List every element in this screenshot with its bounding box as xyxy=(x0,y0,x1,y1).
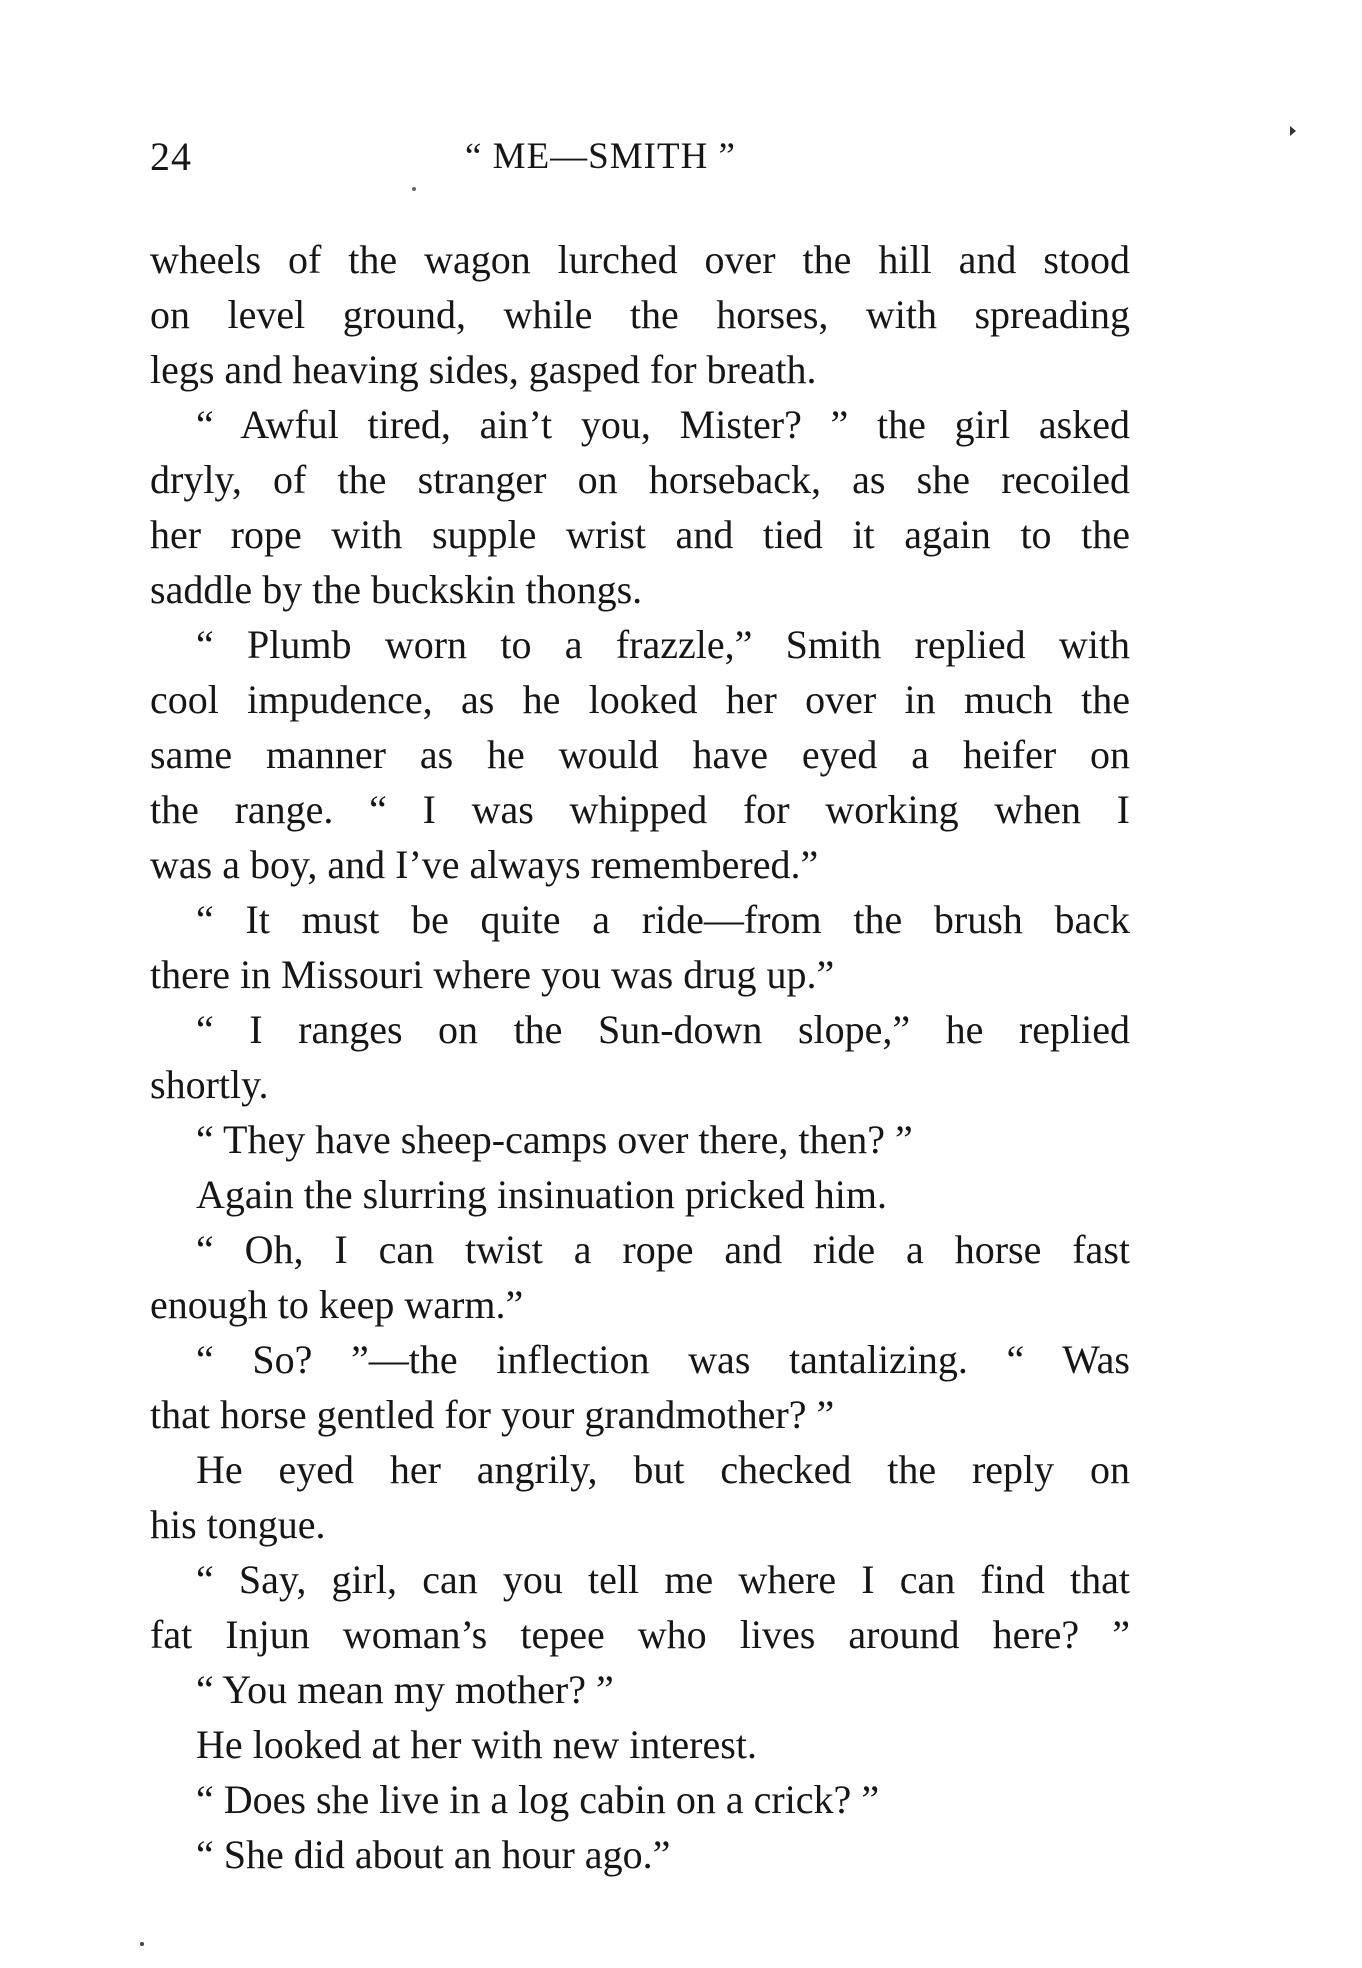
text-line: “ You mean my mother? ” xyxy=(196,1667,614,1712)
text-line: Again the slurring insinuation pricked him. xyxy=(196,1172,887,1217)
page-number: 24 xyxy=(150,134,192,179)
text-line: her rope with supple wrist and tied it again to the xyxy=(150,512,1130,557)
text-line: “ She did about an hour ago.” xyxy=(196,1832,671,1877)
text-line: same manner as he would have eyed a heifer on xyxy=(150,732,1130,777)
text-line: his tongue. xyxy=(150,1502,326,1547)
text-line: saddle by the buckskin thongs. xyxy=(150,567,643,612)
ink-speck xyxy=(412,187,416,191)
text-line: that horse gentled for your grandmother? ” xyxy=(150,1392,835,1437)
text-line: dryly, of the stranger on horseback, as she recoiled xyxy=(150,457,1130,502)
page-header xyxy=(150,132,1130,182)
text-line: was a boy, and I’ve always remembered.” xyxy=(150,842,819,887)
text-line: “ So? ”—the inflection was tantalizing. “ Was xyxy=(196,1337,1130,1382)
text-line: “ Say, girl, can you tell me where I can find that xyxy=(196,1557,1130,1602)
text-line: the range. “ I was whipped for working when I xyxy=(150,787,1130,832)
text-line: “ Oh, I can twist a rope and ride a horse fast xyxy=(196,1227,1130,1272)
text-line: “ It must be quite a ride—from the brush back xyxy=(196,897,1130,942)
ink-speck xyxy=(140,1942,144,1946)
running-title: “ ME—SMITH ” xyxy=(465,136,736,177)
text-line: “ Awful tired, ain’t you, Mister? ” the girl asked xyxy=(196,402,1130,447)
text-line: “ I ranges on the Sun-down slope,” he replied xyxy=(196,1007,1130,1052)
text-line: on level ground, while the horses, with spreading xyxy=(150,292,1130,337)
text-line: fat Injun woman’s tepee who lives around here? ” xyxy=(150,1612,1130,1657)
text-line: enough to keep warm.” xyxy=(150,1282,524,1327)
text-line: legs and heaving sides, gasped for breath. xyxy=(150,347,817,392)
text-line: He eyed her angrily, but checked the reply on xyxy=(196,1447,1130,1492)
text-line: shortly. xyxy=(150,1062,269,1107)
text-line: He looked at her with new interest. xyxy=(196,1722,757,1767)
text-line: there in Missouri where you was drug up.” xyxy=(150,952,835,997)
body-text xyxy=(150,232,1130,1882)
text-line: wheels of the wagon lurched over the hill and stood xyxy=(150,237,1130,282)
text-line: “ They have sheep-camps over there, then? ” xyxy=(196,1117,913,1162)
text-line: cool impudence, as he looked her over in much the xyxy=(150,677,1130,722)
margin-arrow-mark xyxy=(1290,126,1296,136)
text-line: “ Does she live in a log cabin on a crick? ” xyxy=(196,1777,880,1822)
text-line: “ Plumb worn to a frazzle,” Smith replied with xyxy=(196,622,1130,667)
